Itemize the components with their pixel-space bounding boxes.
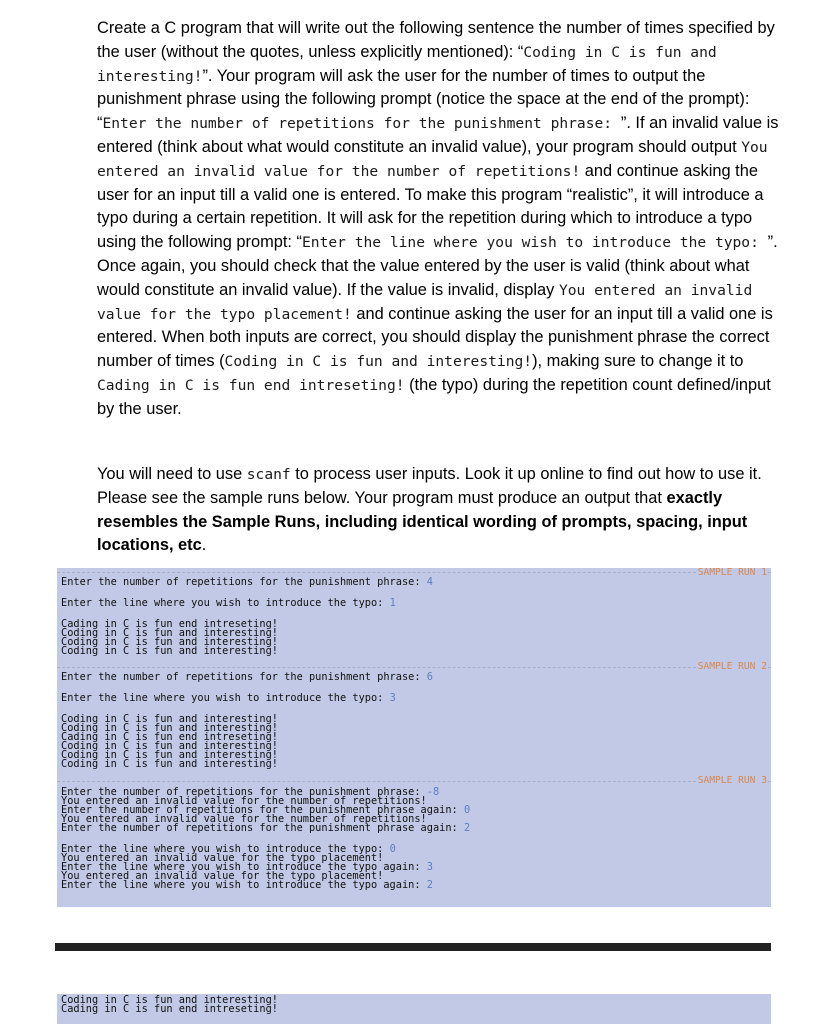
code-prompt-typo: Enter the line where you wish to introduce the typo:: [302, 234, 768, 252]
text-span: You will need to use: [97, 465, 247, 483]
code-error-typo: You entered an invalid value for the typo placement!: [97, 281, 753, 323]
text-span: ”. Once again, you should check that the value entered by the user is valid (think about what would constitute an invalid value). If the value is invalid, display: [97, 233, 778, 299]
terminal-line: Coding in C is fun and interesting!: [61, 994, 278, 1006]
user-input: 0: [389, 843, 396, 855]
terminal-line: Enter the line where you wish to introduce the typo again: 2: [61, 879, 433, 891]
terminal-line: Coding in C is fun and interesting!: [61, 758, 278, 770]
code-phrase: Coding in C is fun and interesting!: [97, 43, 717, 85]
terminal-line: Enter the number of repetitions for the punishment phrase again: 0: [61, 804, 471, 816]
run-divider: [57, 667, 771, 668]
terminal-line: You entered an invalid value for the number of repetitions!: [61, 813, 427, 825]
terminal-line: Enter the number of repetitions for the punishment phrase: -8: [61, 786, 440, 798]
terminal-line: Enter the line where you wish to introduce the typo again: 3: [61, 861, 433, 873]
terminal-line: Coding in C is fun and interesting!: [61, 627, 278, 639]
text-span: (the typo) during the repetition count defined/input by the user.: [97, 375, 771, 418]
terminal-line: Enter the number of repetitions for the punishment phrase: 6: [61, 671, 433, 683]
user-input: 6: [426, 671, 433, 683]
text-span: and continue asking the user for an input till a valid one is entered. When both inputs are correct, you should display the punishment phrase the correct number of times (: [97, 304, 773, 371]
code-prompt-repetitions: Enter the number of repetitions for the punishment phrase:: [102, 115, 621, 133]
text-span: and continue asking the user for an input till a valid one is entered. To make this program “realistic”, it will introduce a typo during a certain repetition. It will ask for the repetition during which to introduce a typo using the following prompt: “: [97, 161, 764, 252]
terminal-line: Coding in C is fun and interesting!: [61, 722, 278, 734]
terminal-line: Enter the line where you wish to introduce the typo: 3: [61, 692, 396, 704]
terminal-line: Coding in C is fun and interesting!: [61, 749, 278, 761]
text-span: .: [201, 536, 207, 555]
terminal-line: Cading in C is fun end intreseting!: [61, 1003, 278, 1015]
terminal-line: You entered an invalid value for the number of repetitions!: [61, 795, 427, 807]
terminal-line: You entered an invalid value for the typo placement!: [61, 852, 384, 864]
sample-run-label: SAMPLE RUN 1: [697, 567, 767, 578]
user-input: 0: [463, 804, 471, 816]
terminal-line: Enter the number of repetitions for the punishment phrase: 4: [61, 576, 433, 588]
text-span: ), making sure to change it to: [532, 352, 744, 371]
sample-run-label: SAMPLE RUN 2: [697, 661, 767, 672]
user-input: 1: [389, 597, 396, 609]
user-input: 3: [426, 861, 433, 873]
code-phrase: Coding in C is fun and interesting!: [224, 353, 533, 371]
text-span: to process user inputs. Look it up online to find out how to use it. Please see the sample runs below. Your program must produce an output that: [97, 465, 762, 507]
user-input: -8: [426, 786, 440, 798]
terminal-line: Enter the line where you wish to introduce the typo: 1: [61, 597, 396, 609]
code-typo-phrase: Cading in C is fun end intreseting!: [97, 376, 405, 394]
run-divider: [57, 572, 771, 573]
text-span: ”. Your program will ask the user for the number of times to output the punishment phrase using the following prompt (notice the space at the end of the prompt): “: [97, 66, 750, 133]
sample-run-continuation: [57, 994, 771, 1024]
instructions-paragraph: [97, 17, 787, 422]
user-input: 2: [463, 822, 471, 834]
terminal-line: Cading in C is fun end intreseting!: [61, 618, 278, 630]
code-error-repetitions: You entered an invalid value for the number of repetitions!: [97, 138, 768, 180]
terminal-line: Enter the number of repetitions for the punishment phrase again: 2: [61, 822, 471, 834]
terminal-line: Coding in C is fun and interesting!: [61, 645, 278, 657]
terminal-line: You entered an invalid value for the typo placement!: [61, 870, 384, 882]
terminal-line: Coding in C is fun and interesting!: [61, 740, 278, 752]
bold-requirement: exactly resembles the Sample Runs, including identical wording of prompts, spacing, input locations, etc: [97, 488, 748, 555]
terminal-line: Enter the line where you wish to introduce the typo: 0: [61, 843, 396, 855]
user-input: 3: [389, 692, 396, 704]
user-input: 4: [426, 576, 433, 588]
sample-runs-terminal: [57, 568, 771, 907]
terminal-line: Coding in C is fun and interesting!: [61, 636, 278, 648]
user-input: 2: [426, 879, 433, 891]
instructions-paragraph-2: [97, 463, 787, 558]
text-span: Create a C program that will write out the following sentence the number of times specified by the user (without the quotes, unless explicitly mentioned): “: [97, 19, 775, 61]
terminal-line: Cading in C is fun end intreseting!: [61, 731, 278, 743]
text-span: ”. If an invalid value is entered (think about what would constitute an invalid value), your program should output: [97, 114, 779, 156]
page-break-bar: [55, 943, 771, 951]
sample-run-label: SAMPLE RUN 3: [697, 775, 767, 786]
run-divider: [57, 781, 771, 782]
code-scanf: scanf: [246, 466, 291, 483]
terminal-line: Coding in C is fun and interesting!: [61, 713, 278, 725]
